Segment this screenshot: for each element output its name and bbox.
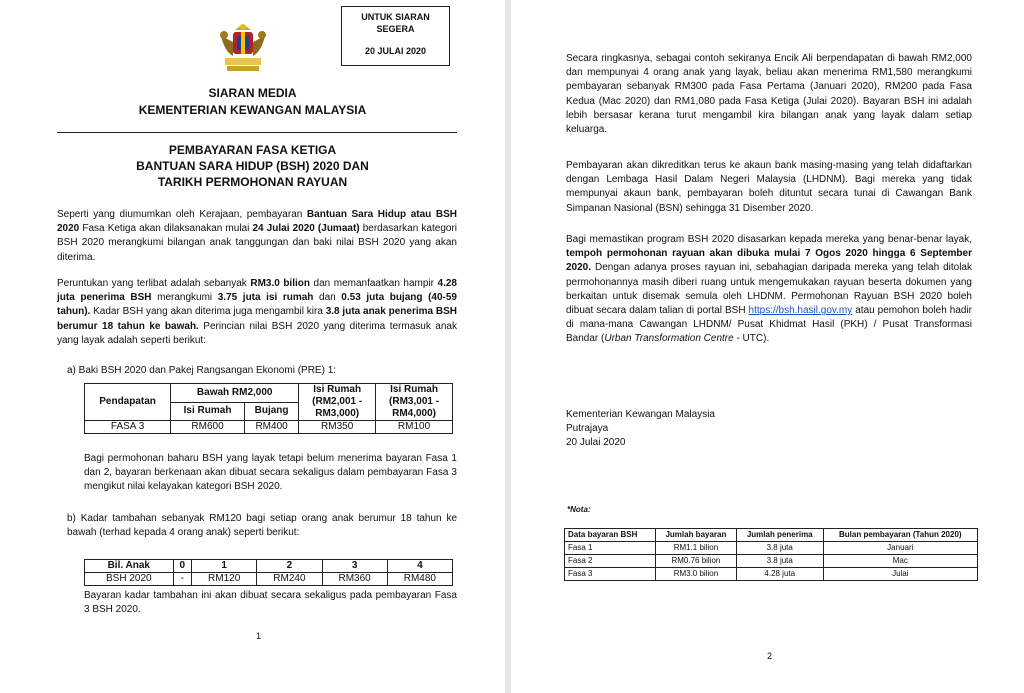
text: dan — [313, 292, 342, 304]
table-header-cell: 4 — [387, 560, 452, 573]
table-cell: RM350 — [299, 421, 376, 434]
table-cell: Fasa 3 — [565, 568, 656, 581]
table-cell: 3.8 juta — [736, 542, 823, 555]
text: Seperti yang diumumkan oleh Kerajaan, pembayaran — [57, 209, 307, 220]
bold-text: 3.75 juta isi rumah — [217, 292, 314, 304]
italic-text: Urban Transformation Centre — [604, 333, 734, 345]
table-cell: RM120 — [192, 573, 257, 586]
table-row — [85, 573, 453, 586]
bold-text: Bantuan Sara Hidup atau BSH 2020 — [57, 209, 457, 235]
table-row — [85, 421, 453, 434]
text: atau pemohon boleh hadir di mana-mana Cawangan LHDNM/ Pusat Khidmat Hasil (PKH) / Pusat Transformasi Bandar ( — [566, 305, 972, 345]
item-b: b) Kadar tambahan sebanyak RM120 bagi setiap orang anak berumur 18 tahun ke bawah (terhad kepada 4 orang anak) seperti berikut: — [67, 513, 457, 539]
item-a: a) Baki BSH 2020 dan Pakej Rangsangan Ekonomi (PRE) 1: — [67, 365, 337, 376]
col-isi-rumah: Isi Rumah — [171, 402, 245, 421]
signoff-line-1: Kementerian Kewangan Malaysia — [566, 409, 715, 420]
text: Dengan adanya proses rayuan ini, sebahagian daripada mereka yang telah ditolak permohonannya masih diberi ruang untuk mengemukakan rayuan beserta dokumen yang berkaitan untuk disemak semula oleh LHDNM. Permohonan Rayuan BSH 2020 boleh dibuat secara dalam talian di portal BSH — [566, 262, 972, 317]
header-line: Isi Rumah — [313, 384, 362, 395]
table-row — [565, 568, 978, 581]
table-cell: RM400 — [244, 421, 298, 434]
page-2 — [511, 0, 1024, 693]
table-header-cell: 0 — [173, 560, 191, 573]
header-line: RM4,000) — [392, 408, 436, 419]
bold-text: 24 Julai 2020 (Jumaat) — [252, 223, 360, 235]
table-cell: Januari — [823, 542, 977, 555]
text: dan memanfaatkan hampir — [310, 278, 438, 289]
table-cell: RM360 — [322, 573, 387, 586]
payment-data-table — [564, 528, 978, 581]
col-isi-rumah-3001-4000 — [376, 384, 453, 421]
title-line-1: PEMBAYARAN FASA KETIGA — [168, 143, 337, 157]
page-number: 1 — [256, 631, 262, 641]
table-header-cell: 3 — [322, 560, 387, 573]
table-cell: RM0.76 bilion — [655, 555, 736, 568]
header-divider — [57, 132, 457, 133]
document-title — [0, 142, 505, 190]
table-header-cell: 2 — [257, 560, 322, 573]
table-cell: RM600 — [171, 421, 245, 434]
title-line-2: BANTUAN SARA HIDUP (BSH) 2020 DAN — [136, 159, 369, 173]
page-1 — [0, 0, 505, 693]
table-cell: RM3.0 bilion — [655, 568, 736, 581]
paragraph-3: Secara ringkasnya, sebagai contoh sekiranya Encik Ali berpendapatan di bawah RM2,000 dan mempunyai 4 orang anak yang layak, beliau akan menerima RM1,580 merangkumi pembayaran sebanyak RM300 pada Fasa Pertama (Januari 2020), RM200 pada Fasa Kedua (Mac 2020) dan RM1,080 pada Fasa Ketiga (Julai 2020). Bayaran BSH ini adalah lebih bersasar kerana turut mengambil kira bilangan anak yang layak dalam setiap keluarga. — [566, 53, 972, 136]
bold-text: 3.8 juta anak penerima BSH berumur 18 tahun ke bawah. — [57, 306, 457, 332]
note-b: Bayaran kadar tambahan ini akan dibuat secara sekaligus pada pembayaran Fasa 3 BSH 2020. — [84, 590, 457, 616]
table-cell: Mac — [823, 555, 977, 568]
signoff-line-2: Putrajaya — [566, 423, 609, 435]
text: - UTC). — [733, 333, 770, 345]
table-cell: Fasa 2 — [565, 555, 656, 568]
title-line-3: TARIKH PERMOHONAN RAYUAN — [157, 175, 348, 189]
col-pendapatan: Pendapatan — [85, 384, 171, 421]
stamp-line-2: SEGERA — [376, 24, 415, 34]
text: Kadar BSH yang akan diterima juga mengambil kira — [90, 306, 326, 318]
table-cell: Fasa 1 — [565, 542, 656, 555]
bsh-rates-table — [84, 383, 453, 434]
table-cell: RM240 — [257, 573, 322, 586]
malaysia-coat-of-arms-icon — [215, 22, 271, 74]
col-bawah-rm2000: Bawah RM2,000 — [171, 384, 299, 403]
table-row — [565, 542, 978, 555]
child-rates-table — [84, 559, 453, 586]
table-cell: BSH 2020 — [85, 573, 174, 586]
signoff — [566, 408, 972, 451]
text: Bagi memastikan program BSH 2020 disasarkan kepada mereka yang benar-benar layak, — [566, 234, 972, 245]
table-header-cell: Bil. Anak — [85, 560, 174, 573]
text: Peruntukan yang terlibat adalah sebanyak — [57, 278, 251, 289]
text: Fasa Ketiga akan dilaksanakan mulai — [79, 223, 253, 235]
table-header-cell: 1 — [192, 560, 257, 573]
table-header-cell: Data bayaran BSH — [565, 529, 656, 542]
paragraph-2 — [57, 277, 457, 348]
release-stamp — [341, 6, 450, 66]
table-cell: 4.28 juta — [736, 568, 823, 581]
table-cell: - — [173, 573, 191, 586]
media-header — [0, 85, 505, 119]
nota-label: *Nota: — [567, 505, 591, 514]
header-line-2: KEMENTERIAN KEWANGAN MALAYSIA — [138, 103, 367, 117]
table-header-cell: Jumlah penerima — [736, 529, 823, 542]
header-line: Isi Rumah — [390, 384, 438, 395]
table-cell: RM1.1 bilion — [655, 542, 736, 555]
table-cell: 3.8 juta — [736, 555, 823, 568]
text: berdasarkan kategori BSH 2020 merangkumi bilangan anak tanggungan dan baki nilai BSH 2020 yang akan diterima. — [57, 223, 457, 263]
stamp-line-3: 20 JULAI 2020 — [364, 46, 427, 56]
stamp-line-1: UNTUK SIARAN — [361, 12, 430, 22]
bold-text: RM3.0 bilion — [250, 278, 310, 289]
text: Perincian nilai BSH 2020 yang diterima termasuk anak yang layak adalah seperti berikut: — [57, 320, 457, 346]
table-header-cell: Jumlah bayaran — [655, 529, 736, 542]
col-bujang: Bujang — [244, 402, 298, 421]
bold-text: 0.53 juta bujang (40-59 tahun). — [57, 292, 457, 318]
text: merangkumi — [151, 292, 218, 304]
col-isi-rumah-2001-3000 — [299, 384, 376, 421]
table-cell: FASA 3 — [85, 421, 171, 434]
page-number-2: 2 — [767, 651, 773, 661]
paragraph-1 — [57, 208, 457, 265]
bold-text: 4.28 juta penerima BSH — [57, 278, 457, 304]
table-cell: RM100 — [376, 421, 453, 434]
paragraph-5 — [566, 233, 972, 347]
header-line: RM3,000) — [315, 408, 360, 419]
paragraph-4: Pembayaran akan dikreditkan terus ke akaun bank masing-masing yang telah didaftarkan dengan Lembaga Hasil Dalam Negeri Malaysia (LHDNM). Bagi mereka yang tidak mempunyai akaun bank, pembayaran boleh dituntut secara tunai di Cawangan Bank Simpanan Nasional (BSN) sehingga 31 Disember 2020. — [566, 160, 972, 214]
table-row — [565, 555, 978, 568]
table-cell: RM480 — [387, 573, 452, 586]
table-header-cell: Bulan pembayaran (Tahun 2020) — [823, 529, 977, 542]
note-a: Bagi permohonan baharu BSH yang layak tetapi belum menerima bayaran Fasa 1 dan 2, bayaran berkenaan akan dibuat secara sekaligus dalam pembayaran Fasa 3 mengikut nilai kelayakan kategori BSH 2020. — [84, 453, 457, 493]
signoff-line-3: 20 Julai 2020 — [566, 437, 626, 449]
bsh-portal-link[interactable]: https://bsh.hasil.gov.my — [748, 305, 853, 317]
header-line: (RM3,001 - — [389, 396, 440, 407]
table-cell: Julai — [823, 568, 977, 581]
header-line-1: SIARAN MEDIA — [208, 86, 297, 100]
header-line: (RM2,001 - — [312, 396, 363, 407]
bold-text: tempoh permohonan rayuan akan dibuka mulai 7 Ogos 2020 hingga 6 September 2020. — [566, 248, 972, 274]
